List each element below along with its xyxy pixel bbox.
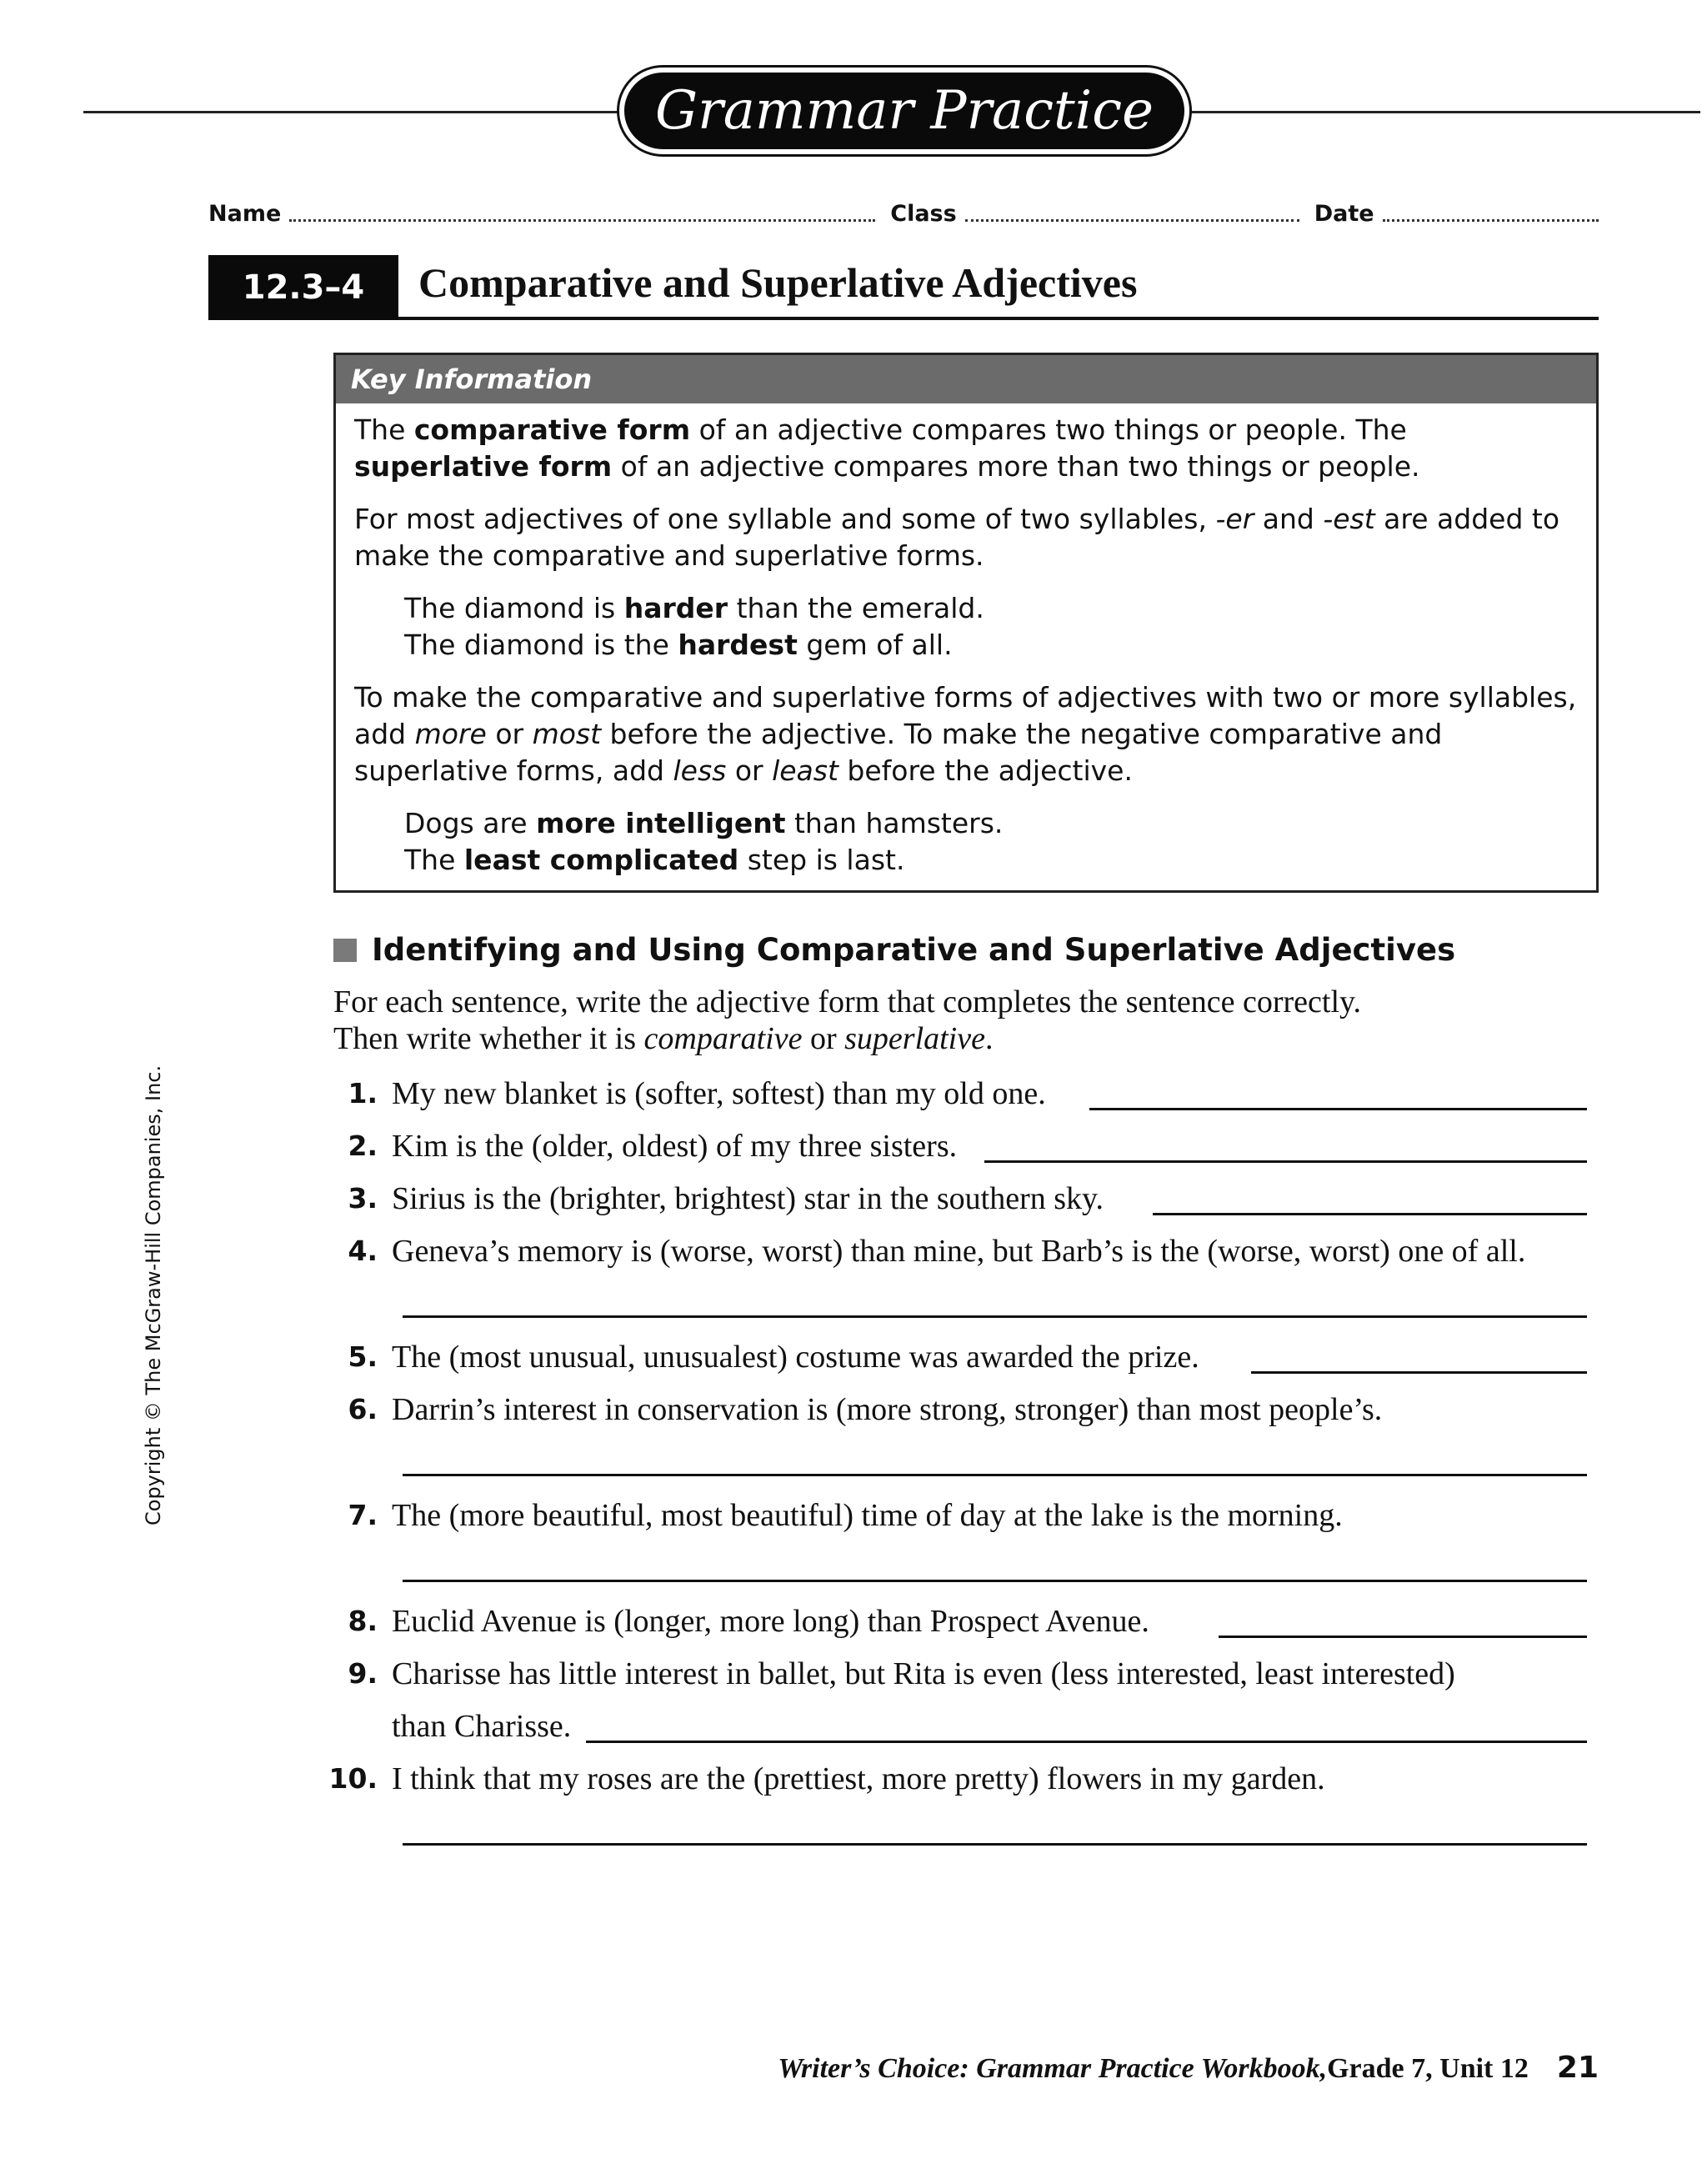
text: To make the comparative and superlative forms of adjectives with two or more syllables, add bbox=[354, 681, 1577, 750]
section-heading bbox=[333, 932, 1455, 968]
class-label: Class bbox=[890, 201, 957, 227]
answer-line-6[interactable] bbox=[403, 1474, 1587, 1476]
instructions bbox=[333, 984, 1600, 1057]
key-example-2 bbox=[354, 805, 1579, 879]
key-paragraph-1 bbox=[354, 412, 1579, 485]
item-number: 2. bbox=[348, 1130, 378, 1162]
lesson-rule bbox=[398, 317, 1599, 320]
text: or bbox=[802, 1021, 845, 1056]
item-text: The (more beautiful, most beautiful) time of day at the lake is the morning. bbox=[392, 1498, 1343, 1533]
text: and bbox=[1254, 503, 1324, 535]
item-number: 8. bbox=[348, 1605, 378, 1637]
text: Then write whether it is bbox=[333, 1021, 644, 1056]
name-field[interactable] bbox=[289, 219, 875, 222]
term-comparative-form: comparative form bbox=[413, 413, 691, 446]
text: of an adjective compares two things or people. The bbox=[690, 413, 1407, 446]
item-number: 7. bbox=[348, 1499, 378, 1531]
exercise-item-10 bbox=[328, 1758, 1588, 1800]
item-text-continued: than Charisse. bbox=[392, 1709, 572, 1744]
exercise-item-6 bbox=[333, 1389, 1588, 1430]
example-term: hardest bbox=[678, 629, 798, 661]
banner-title: Grammar Practice bbox=[655, 80, 1154, 142]
text: or bbox=[726, 754, 773, 787]
key-paragraph-3 bbox=[354, 679, 1579, 789]
exercise-item-7 bbox=[333, 1495, 1588, 1536]
text: than the emerald. bbox=[728, 592, 984, 624]
text: are added to make the comparative and superlative forms. bbox=[354, 503, 1560, 572]
text: The diamond is bbox=[404, 592, 624, 624]
word-superlative: superlative bbox=[844, 1021, 985, 1056]
item-number: 9. bbox=[348, 1657, 378, 1690]
exercise-item-9 bbox=[333, 1653, 1588, 1695]
class-field[interactable] bbox=[965, 219, 1299, 222]
answer-line-8[interactable] bbox=[1219, 1635, 1587, 1638]
date-label: Date bbox=[1314, 201, 1374, 227]
text: The bbox=[354, 413, 414, 446]
key-paragraph-2 bbox=[354, 501, 1579, 574]
item-number: 1. bbox=[348, 1077, 378, 1110]
text: For most adjectives of one syllable and some of two syllables, bbox=[354, 503, 1216, 535]
word-least: least bbox=[772, 754, 838, 787]
answer-line-2[interactable] bbox=[984, 1160, 1587, 1163]
section-heading-text: Identifying and Using Comparative and Superlative Adjectives bbox=[372, 932, 1456, 968]
item-number: 3. bbox=[348, 1182, 378, 1215]
text: . bbox=[984, 1021, 994, 1056]
item-text: I think that my roses are the (prettiest, more pretty) flowers in my garden. bbox=[392, 1761, 1325, 1796]
text: Dogs are bbox=[404, 807, 537, 839]
instructions-line-1: For each sentence, write the adjective form that completes the sentence correctly. bbox=[333, 984, 1362, 1019]
footer-book-title: Writer’s Choice: Grammar Practice Workbook, bbox=[778, 2053, 1328, 2084]
banner bbox=[617, 65, 1192, 157]
answer-line-10[interactable] bbox=[403, 1843, 1587, 1846]
exercise-item-4 bbox=[333, 1230, 1588, 1272]
instructions-line-2 bbox=[333, 1020, 1600, 1057]
key-example-1 bbox=[354, 590, 1579, 664]
word-more: more bbox=[414, 718, 487, 750]
page-number: 21 bbox=[1556, 2051, 1599, 2085]
lesson-title: Comparative and Superlative Adjectives bbox=[418, 259, 1138, 306]
answer-line-4[interactable] bbox=[403, 1315, 1587, 1318]
text: step is last. bbox=[738, 844, 905, 876]
item-text: My new blanket is (softer, softest) than my old one. bbox=[392, 1076, 1046, 1111]
example-line bbox=[404, 805, 1579, 842]
text: than hamsters. bbox=[785, 807, 1004, 839]
item-text: Kim is the (older, oldest) of my three sisters. bbox=[392, 1129, 958, 1164]
banner-fill bbox=[624, 73, 1184, 149]
example-term: more intelligent bbox=[536, 807, 786, 839]
answer-line-3[interactable] bbox=[1153, 1213, 1587, 1215]
key-information-body bbox=[354, 412, 1579, 894]
text: of an adjective compares more than two things or people. bbox=[612, 450, 1420, 483]
item-text: Geneva’s memory is (worse, worst) than mine, but Barb’s is the (worse, worst) one of all. bbox=[392, 1234, 1526, 1269]
example-line bbox=[404, 842, 1579, 879]
item-number: 6. bbox=[348, 1393, 378, 1425]
item-text: Euclid Avenue is (longer, more long) than Prospect Avenue. bbox=[392, 1604, 1149, 1639]
answer-line-7[interactable] bbox=[403, 1580, 1587, 1582]
text: The diamond is the bbox=[404, 629, 678, 661]
item-text: Sirius is the (brighter, brightest) star in the southern sky. bbox=[392, 1181, 1104, 1216]
text: The bbox=[404, 844, 464, 876]
item-number: 4. bbox=[348, 1235, 378, 1267]
word-comparative: comparative bbox=[643, 1021, 803, 1056]
name-class-date-row bbox=[208, 193, 1599, 227]
square-bullet-icon bbox=[333, 939, 357, 962]
key-information-heading: Key Information bbox=[336, 355, 1596, 403]
item-text: The (most unusual, unusualest) costume was awarded the prize. bbox=[392, 1340, 1199, 1375]
example-term: least complicated bbox=[463, 844, 739, 876]
example-line bbox=[404, 590, 1579, 627]
text: gem of all. bbox=[797, 629, 953, 661]
lesson-number: 12.3–4 bbox=[208, 255, 398, 320]
text: or bbox=[486, 718, 533, 750]
key-information-box bbox=[333, 353, 1599, 893]
item-number: 10. bbox=[328, 1762, 378, 1795]
item-text: Charisse has little interest in ballet, but Rita is even (less interested, least interested) bbox=[392, 1656, 1455, 1691]
term-superlative-form: superlative form bbox=[354, 450, 613, 483]
answer-line-9[interactable] bbox=[586, 1741, 1587, 1743]
item-number: 5. bbox=[348, 1340, 378, 1373]
answer-line-1[interactable] bbox=[1089, 1108, 1587, 1110]
date-field[interactable] bbox=[1383, 219, 1599, 222]
answer-line-5[interactable] bbox=[1251, 1371, 1587, 1374]
example-line bbox=[404, 627, 1579, 664]
item-text: Darrin’s interest in conservation is (more strong, stronger) than most people’s. bbox=[392, 1392, 1383, 1427]
text: before the adjective. bbox=[838, 754, 1133, 787]
word-less: less bbox=[673, 754, 727, 787]
name-label: Name bbox=[208, 201, 282, 227]
suffix-er: -er bbox=[1215, 503, 1254, 535]
footer bbox=[778, 2051, 1599, 2085]
suffix-est: -est bbox=[1323, 503, 1375, 535]
copyright-notice: Copyright © The McGraw-Hill Companies, Inc. bbox=[142, 1064, 165, 1525]
text: before the adjective. To make the negative comparative and superlative forms, add bbox=[354, 718, 1443, 787]
example-term: harder bbox=[623, 592, 728, 624]
footer-grade-unit: Grade 7, Unit 12 bbox=[1327, 2053, 1529, 2084]
word-most: most bbox=[532, 718, 602, 750]
